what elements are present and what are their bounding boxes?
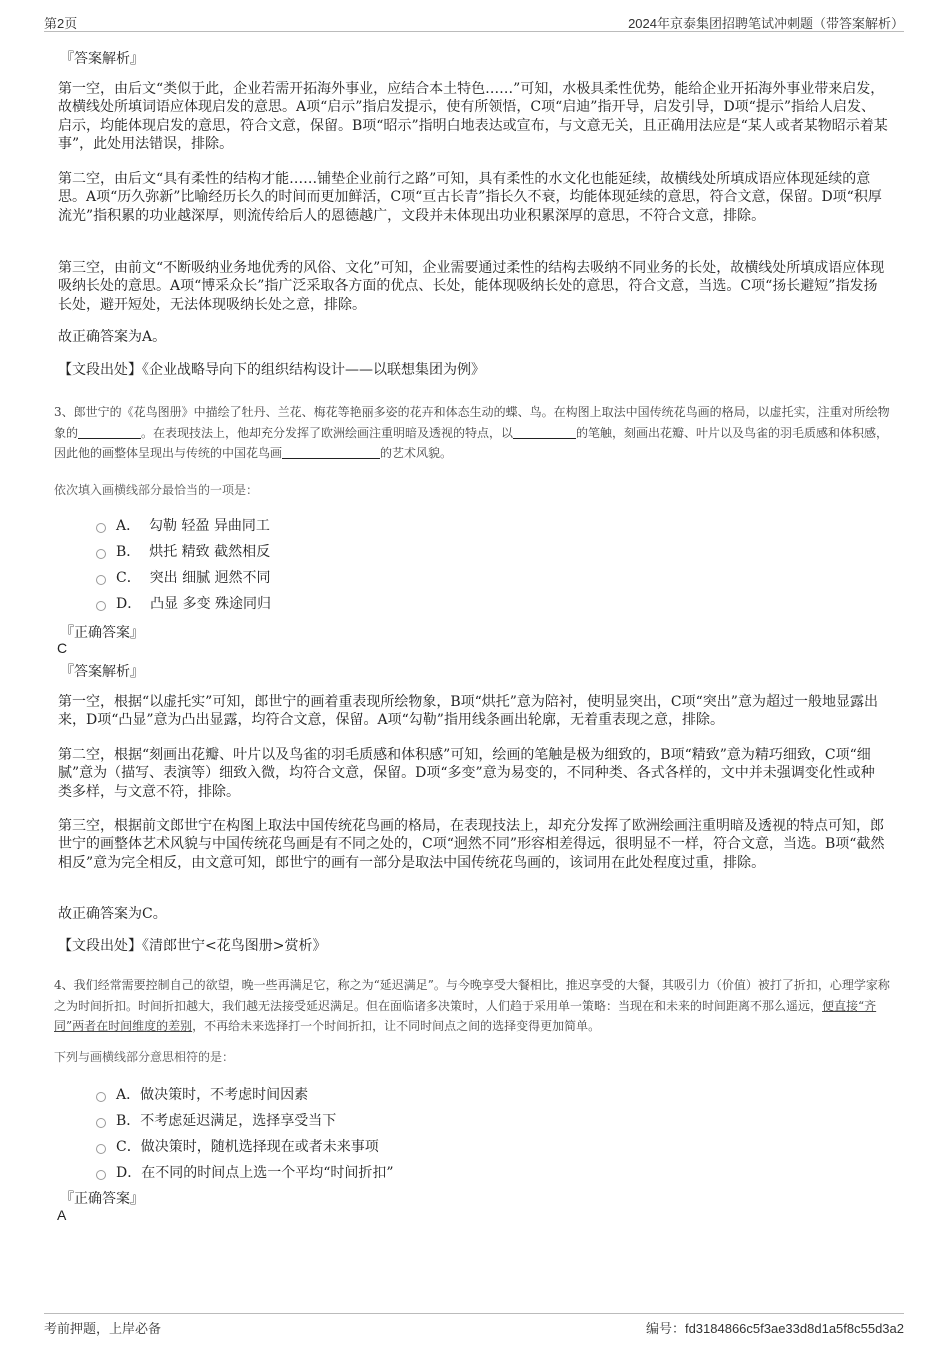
conclusion: 故正确答案为A。: [58, 329, 167, 345]
footer-slogan: 考前押题，上岸必备: [44, 1321, 162, 1336]
option-b[interactable]: B． 烘托 精致 截然相反: [96, 541, 270, 561]
question-3-instruction: 依次填入画横线部分最恰当的一项是：: [54, 483, 259, 497]
page-footer: [44, 1313, 904, 1336]
page-header: [44, 11, 904, 32]
radio-icon[interactable]: [96, 1118, 106, 1128]
option-c[interactable]: C． 突出 细腻 迥然不同: [96, 567, 271, 587]
underlined-phrase: 便直接“齐同”两者在时间维度的差别: [54, 998, 877, 1033]
conclusion: 故正确答案为C。: [58, 906, 167, 922]
blank-3: [282, 445, 380, 459]
answer-label: 『正确答案』: [60, 625, 144, 641]
option-d[interactable]: D．在不同的时间点上选一个平均“时间折扣”: [96, 1162, 394, 1182]
option-d[interactable]: D． 凸显 多变 殊途同归: [96, 593, 271, 613]
document-title: 2024年京泰集团招聘笔试冲刺题（带答案解析）: [628, 16, 904, 31]
q3-analysis-paragraph-3: 第三空，根据前文郎世宁在构图上取法中国传统花鸟画的格局，在表现技法上，却充分发挥了欧洲绘画注重明暗及透视的特点可知，郎世宁的画整体艺术风貌与中国传统花鸟画是有不同之处的，C项“迥然不同”形容相差得远，很明显不一样，符合文意，当选。B项“截然相反”意为完全相反，由文意可知，郎世宁的画有一部分是取法中国传统花鸟画的，该词用在此处程度过重，排除。: [58, 818, 885, 871]
page-number: 第2页: [44, 16, 78, 31]
radio-icon[interactable]: [96, 549, 106, 559]
analysis-label: 『答案解析』: [60, 51, 144, 67]
analysis-paragraph-2: 第二空，由后文“具有柔性的结构才能……铺垫企业前行之路”可知，具有柔性的水文化也能延续，故横线处所填成语应体现延续的意思。A项“历久弥新”比喻经历长久的时间而更加鲜活，C项“亘古长青”指长久不衰，均能体现延续的意思，符合文意，保留。D项“积厚流光”指积累的功业越深厚，则流传给后人的恩德越广，文段并未体现出功业积累深厚的意思，不符合文意，排除。: [58, 171, 882, 224]
question-4-instruction: 下列与画横线部分意思相符的是：: [54, 1050, 235, 1064]
source-citation: 【文段出处】《企业战略导向下的组织结构设计——以联想集团为例》: [58, 362, 485, 378]
radio-icon[interactable]: [96, 523, 106, 533]
radio-icon[interactable]: [96, 1144, 106, 1154]
option-a[interactable]: A． 勾勒 轻盈 异曲同工: [96, 515, 270, 535]
correct-answer: A: [57, 1207, 67, 1223]
analysis-paragraph-1: 第一空，由后文“类似于此，企业若需开拓海外事业，应结合本土特色……”可知，水极具柔性优势，能给企业开拓海外事业带来启发，故横线处所填词语应体现启发的意思。A项“启示”指启发提示，使有所领悟，C项“启迪”指开导，启发引导，D项“提示”指给人启发、启示，均能体现启发的意思，符合文意，保留。B项“昭示”指明白地表达或宣布，与文意无关，且正确用法应是“某人或者某物昭示着某事”，此处用法错误，排除。: [58, 81, 888, 153]
question-4-stem: 4、我们经常需要控制自己的欲望，晚一些再满足它，称之为“延迟满足”。与今晚享受大餐相比，推迟享受的大餐，其吸引力（价值）被打了折扣，心理学家称之为时间折扣。时间折扣越大，我们越无法接受延迟满足。但在面临诸多决策时，人们趋于采用单一策略：当现在和未来的时间距离不那么遥远，便直接“齐同”两者在时间维度的差别，不再给未来选择打一个时间折扣，让不同时间点之间的选择变得更加简单。: [54, 978, 890, 1033]
q3-analysis-paragraph-2: 第二空，根据“刻画出花瓣、叶片以及鸟雀的羽毛质感和体积感”可知，绘画的笔触是极为细致的，B项“精致”意为精巧细致，C项“细腻”意为（描写、表演等）细致入微，均符合文意，保留。D项“多变”意为易变的，不同种类、各式各样的，文中并未强调变化性或种类多样，与文意不符，排除。: [58, 747, 875, 800]
radio-icon[interactable]: [96, 1092, 106, 1102]
analysis-label: 『答案解析』: [60, 664, 144, 680]
option-c[interactable]: C．做决策时，随机选择现在或者未来事项: [96, 1136, 379, 1156]
option-b[interactable]: B．不考虑延迟满足，选择享受当下: [96, 1110, 336, 1130]
radio-icon[interactable]: [96, 601, 106, 611]
correct-answer: C: [57, 640, 68, 656]
option-a[interactable]: A．做决策时，不考虑时间因素: [96, 1084, 308, 1104]
analysis-paragraph-3: 第三空，由前文“不断吸纳业务地优秀的风俗、文化”可知，企业需要通过柔性的结构去吸纳不同业务的长处，故横线处所填成语应体现吸纳长处的意思。A项“博采众长”指广泛采取各方面的优点、长处，能体现吸纳长处的意思，符合文意，当选。C项“扬长避短”指发扬长处，避开短处，无法体现吸纳长处之意，排除。: [58, 260, 885, 313]
answer-label: 『正确答案』: [60, 1191, 144, 1207]
q3-analysis-paragraph-1: 第一空，根据“以虚托实”可知，郎世宁的画着重表现所绘物象，B项“烘托”意为陪衬，使明显突出，C项“突出”意为超过一般地显露出来，D项“凸显”意为凸出显露，均符合文意，保留。A项“勾勒”指用线条画出轮廓，无着重表现之意，排除。: [58, 694, 878, 729]
radio-icon[interactable]: [96, 575, 106, 585]
radio-icon[interactable]: [96, 1170, 106, 1180]
blank-1: [78, 425, 141, 439]
question-3-stem: 3、郎世宁的《花鸟图册》中描绘了牡丹、兰花、梅花等艳丽多姿的花卉和体态生动的蝶、鸟。在构图上取法中国传统花鸟画的格局，以虚托实，注重对所绘物象的 。在表现技法上，他却充分发挥了欧洲绘画注重明暗及透视的特点，以 的笔触，刻画出花瓣、叶片以及鸟雀的羽毛质感和体积感，因此他的画整体呈现出与传统的中国花鸟画 的艺术风貌。: [54, 405, 890, 460]
blank-2: [513, 425, 576, 439]
document-id: 编号：fd3184866c5f3ae33d8d1a5f8c55d3a2: [645, 1321, 904, 1336]
source-citation: 【文段出处】《清郎世宁<花鸟图册>赏析》: [58, 938, 327, 954]
